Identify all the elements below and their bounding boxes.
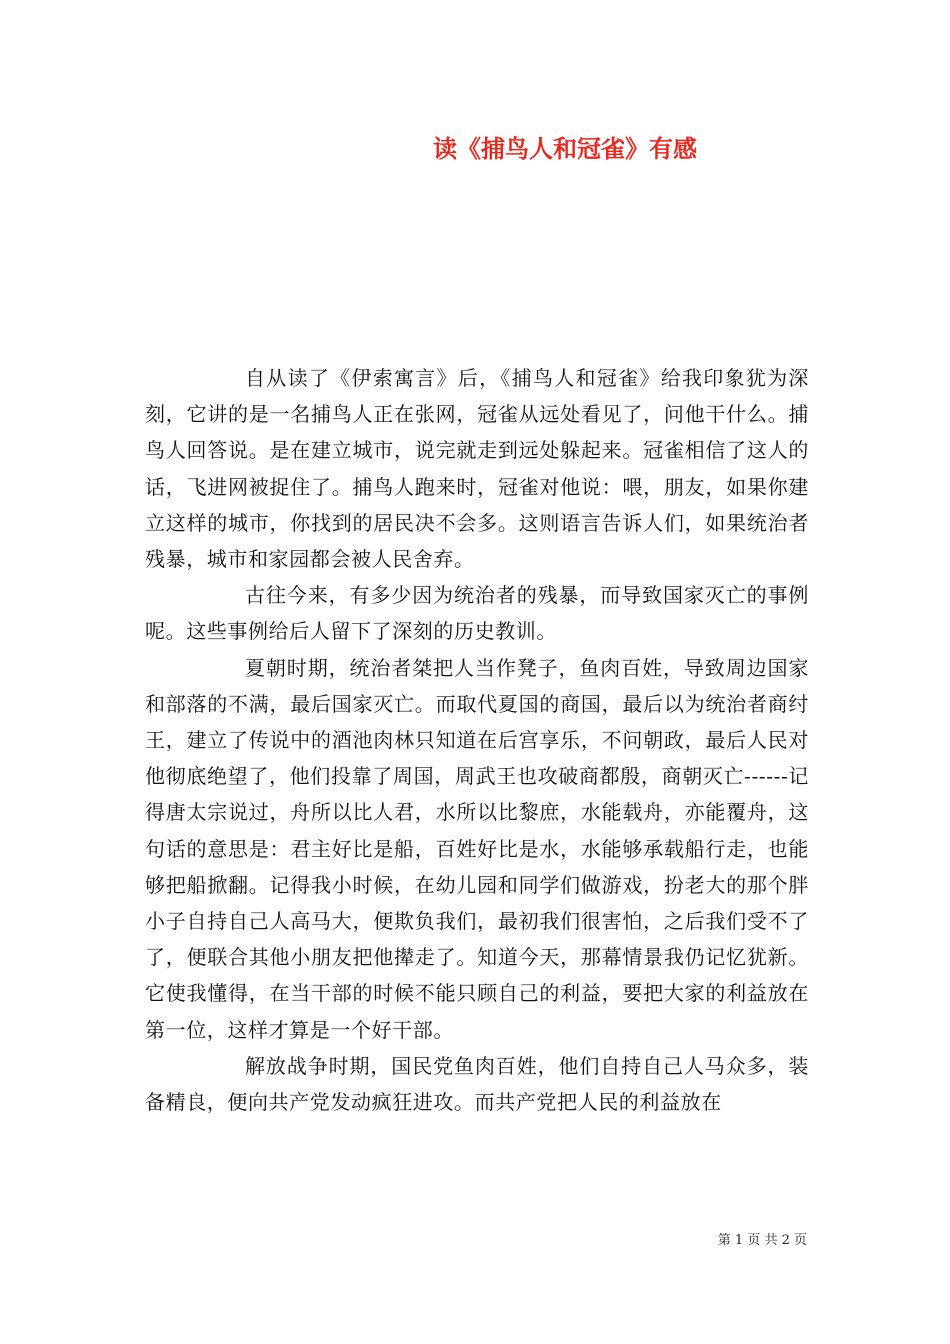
- paragraph-4: 解放战争时期，国民党鱼肉百姓，他们自持自己人马众多，装备精良，便向共产党发动疯狂进攻。而共产党把人民的利益放在: [145, 1053, 809, 1115]
- document-body: [145, 360, 809, 1120]
- page-footer: 第 1 页 共 2 页: [717, 1233, 807, 1248]
- paragraph-2: 古往今来，有多少因为统治者的残暴，而导致国家灭亡的事例呢。这些事例给后人留下了深刻的历史教训。: [145, 583, 809, 644]
- paragraph-1: 自从读了《伊索寓言》后，《捕鸟人和冠雀》给我印象犹为深刻，它讲的是一名捕鸟人正在张网，冠雀从远处看见了，问他干什么。捕鸟人回答说。是在建立城市，说完就走到远处躲起来。冠雀相信了这人的话，飞进网被捉住了。捕鸟人跑来时，冠雀对他说：喂，朋友，如果你建立这样的城市，你找到的居民决不会多。这则语言告诉人们，如果统治者残暴，城市和家园都会被人民舍弃。: [145, 366, 809, 572]
- document-title: 读《捕鸟人和冠雀》有感: [433, 134, 697, 163]
- document-title-container: [0, 132, 950, 166]
- paragraph-3: 夏朝时期，统治者桀把人当作凳子，鱼肉百姓，导致周边国家和部落的不满，最后国家灭亡。而取代夏国的商国，最后以为统治者商纣王，建立了传说中的酒池肉林只知道在后宫享乐，不问朝政，最后人民对他彻底绝望了，他们投靠了周国，周武王也攻破商都殷，商朝灭亡------记得唐太宗说过，舟所以比人君，水所以比黎庶，水能载舟，亦能覆舟，这句话的意思是：君主好比是船，百姓好比是水，水能够承载船行走，也能够把船掀翻。记得我小时候，在幼儿园和同学们做游戏，扮老大的那个胖小子自持自己人高马大，便欺负我们，最初我们很害怕，之后我们受不了了，便联合其他小朋友把他撵走了。知道今天，那幕情景我仍记忆犹新。它使我懂得，在当干部的时候不能只顾自己的利益，要把大家的利益放在第一位，这样才算是一个好干部。: [145, 655, 809, 1042]
